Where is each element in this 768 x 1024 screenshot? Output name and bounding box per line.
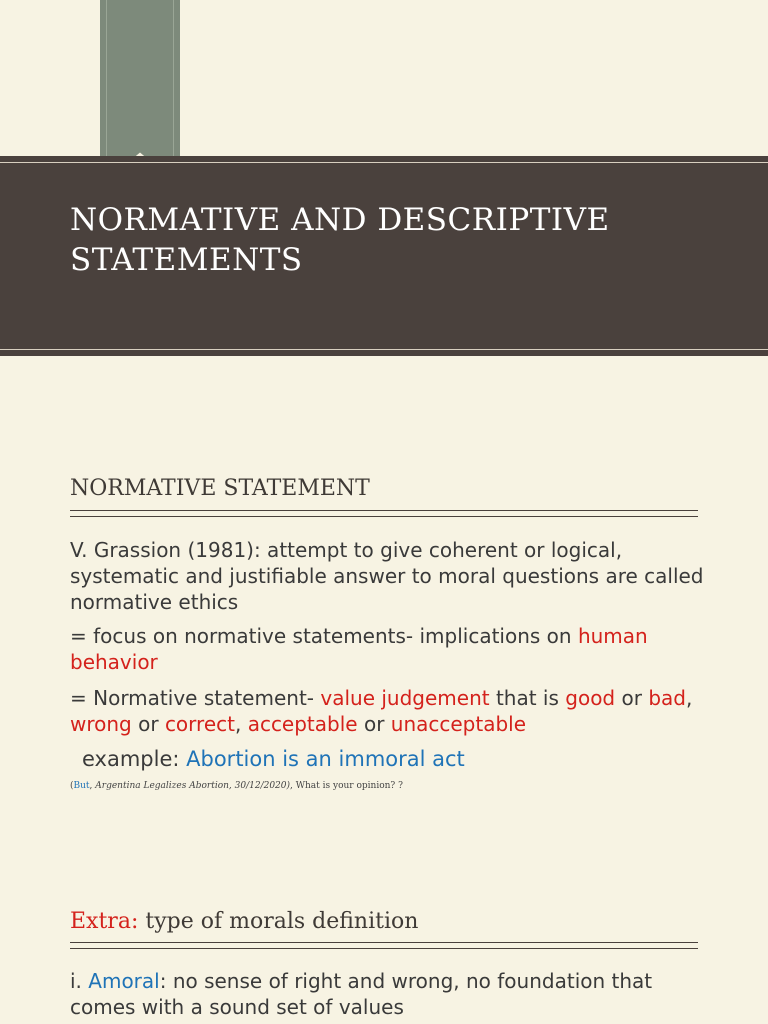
example-label: example: xyxy=(82,747,187,771)
extra-label: Extra: xyxy=(70,909,139,934)
section-heading-normative: NORMATIVE STATEMENT xyxy=(70,476,370,501)
example-text: Abortion is an immoral act xyxy=(186,747,465,771)
unacceptable-text: unacceptable xyxy=(390,712,527,736)
slide-title: NORMATIVE AND DESCRIPTIVE STATEMENTS xyxy=(70,202,610,278)
cite-question: , What is your opinion? ? xyxy=(290,781,403,791)
normative-statement-paragraph xyxy=(70,685,710,737)
ns-prefix: = Normative statement- xyxy=(70,686,321,710)
example-line xyxy=(82,746,722,772)
ns-that-is: that is xyxy=(489,686,566,710)
section-heading-extra xyxy=(70,909,418,934)
band-top-line xyxy=(0,162,768,163)
amoral-term: Amoral xyxy=(88,969,160,993)
cite-but: But xyxy=(73,781,90,791)
ns-comma-2: , xyxy=(234,712,248,736)
section-rule-2 xyxy=(70,942,698,949)
cite-open: ( xyxy=(70,781,74,791)
focus-text: = focus on normative statements- implications on xyxy=(70,624,578,648)
amoral-item xyxy=(70,968,710,1020)
amoral-definition: : no sense of right and wrong, no foundation that comes with a sound set of values xyxy=(70,969,653,1019)
good-text: good xyxy=(565,686,616,710)
ns-or-1: or xyxy=(615,686,649,710)
correct-text: correct xyxy=(164,712,235,736)
extra-heading-text: type of morals definition xyxy=(138,909,419,934)
ns-or-3: or xyxy=(357,712,391,736)
definition-paragraph: V. Grassion (1981): attempt to give coherent or logical, systematic and justifiable answer to moral questions are called normative ethics xyxy=(70,538,704,614)
title-band xyxy=(0,156,768,356)
bad-text: bad xyxy=(648,686,686,710)
band-bottom-line xyxy=(0,349,768,350)
ns-or-2: or xyxy=(131,712,165,736)
citation-note xyxy=(70,781,403,791)
cite-comma: , xyxy=(89,781,96,791)
wrong-text: wrong xyxy=(70,712,132,736)
acceptable-text: acceptable xyxy=(247,712,358,736)
item-number: i. xyxy=(70,969,89,993)
section-rule-1 xyxy=(70,510,698,517)
cite-article: Argentina Legalizes Abortion, 30/12/2020) xyxy=(95,781,291,791)
value-judgement-text: value judgement xyxy=(320,686,490,710)
ns-comma-1: , xyxy=(685,686,693,710)
focus-paragraph xyxy=(70,623,710,675)
human-behavior-text: human behavior xyxy=(70,624,648,674)
